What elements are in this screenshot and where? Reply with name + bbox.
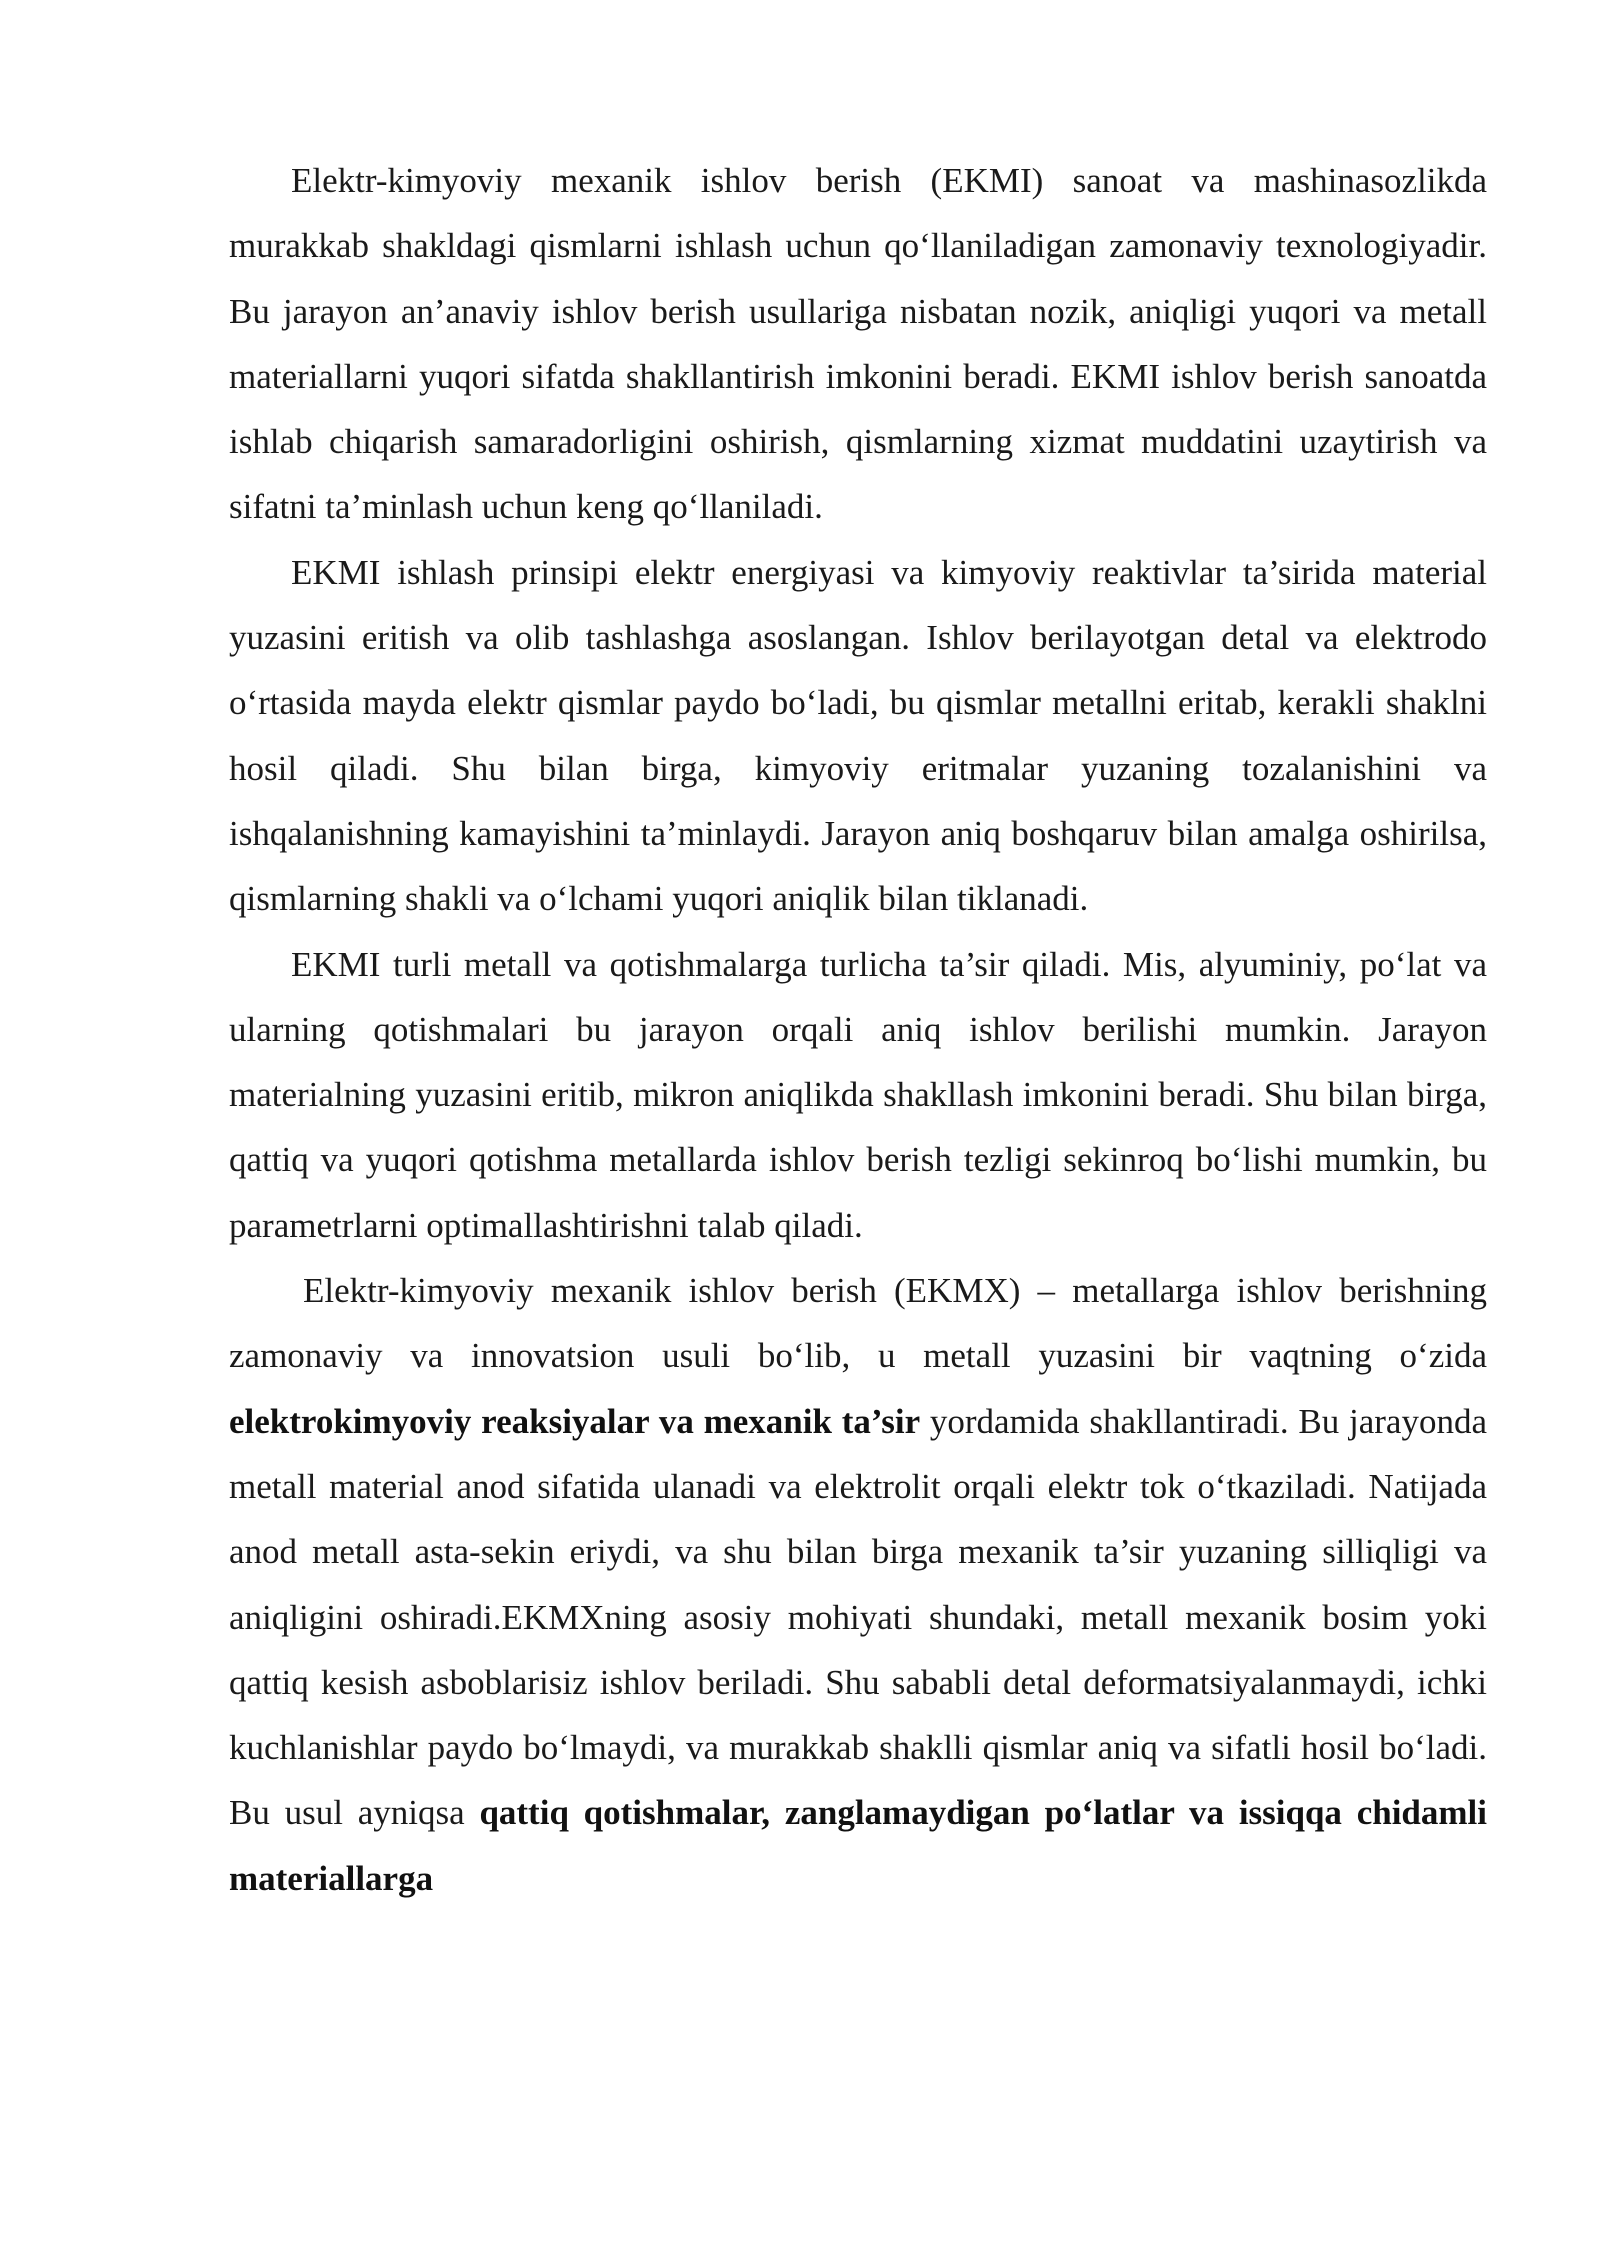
paragraph-3 xyxy=(229,932,1487,1258)
paragraph-4-bold-b: qattiq qotishmalar, zanglamaydigan po‘latlar va issiqqa chidamli materiallarga xyxy=(229,1793,1488,1898)
paragraph-1 xyxy=(229,148,1487,540)
paragraph-2 xyxy=(229,540,1487,932)
paragraph-4-text-b: yordamida shakllantiradi. Bu jarayonda metall material anod sifatida ulanadi va elektrolit orqali elektr tok o‘tkaziladi. Natijada anod metall asta-sekin eriydi, va shu bilan birga mexanik ta’sir yuzaning silliqligi va aniqligini oshiradi.EKMXning asosiy mohiyati shundaki, metall mexanik bosim yoki qattiq kesish asboblarisiz ishlov beriladi. Shu sababli detal deformatsiyalanmaydi, ichki kuchlanishlar paydo bo‘lmaydi, va murakkab shaklli qismlar aniq va sifatli hosil bo‘ladi. Bu usul ayniqsa xyxy=(229,1401,1487,1833)
paragraph-4-text-a: Elektr-kimyoviy mexanik ishlov berish (EKMX) – metallarga ishlov berishning zamonaviy va innovatsion usuli bo‘lib, u metall yuzasini bir vaqtning o‘zida xyxy=(229,1271,1487,1376)
paragraph-4 xyxy=(229,1258,1487,1911)
paragraph-2-text: EKMI ishlash prinsipi elektr energiyasi va kimyoviy reaktivlar ta’sirida material yuzasini eritish va olib tashlashga asoslangan. Ishlov berilayotgan detal va elektrodo o‘rtasida mayda elektr qismlar paydo bo‘ladi, bu qismlar metallni eritab, kerakli shaklni hosil qiladi. Shu bilan birga, kimyoviy eritmalar yuzaning tozalanishini va ishqalanishning kamayishini ta’minlaydi. Jarayon aniq boshqaruv bilan amalga oshirilsa, qismlarning shakli va o‘lchami yuqori aniqlik bilan tiklanadi. xyxy=(229,552,1487,919)
paragraph-4-bold-a: elektrokimyoviy reaksiyalar va mexanik ta’sir xyxy=(229,1401,921,1441)
document-body xyxy=(229,148,1487,1911)
paragraph-3-text: EKMI turli metall va qotishmalarga turlicha ta’sir qiladi. Mis, alyuminiy, po‘lat va ularning qotishmalari bu jarayon orqali aniq ishlov berilishi mumkin. Jarayon materialning yuzasini eritib, mikron aniqlikda shakllash imkonini beradi. Shu bilan birga, qattiq va yuqori qotishma metallarda ishlov berish tezligi sekinroq bo‘lishi mumkin, bu parametrlarni optimallashtirishni talab qiladi. xyxy=(229,944,1487,1245)
paragraph-1-text: Elektr-kimyoviy mexanik ishlov berish (EKMI) sanoat va mashinasozlikda murakkab shakldagi qismlarni ishlash uchun qo‘llaniladigan zamonaviy texnologiyadir. Bu jarayon an’anaviy ishlov berish usullariga nisbatan nozik, aniqligi yuqori va metall materiallarni yuqori sifatda shakllantirish imkonini beradi. EKMI ishlov berish sanoatda ishlab chiqarish samaradorligini oshirish, qismlarning xizmat muddatini uzaytirish va sifatni ta’minlash uchun keng qo‘llaniladi. xyxy=(229,161,1487,527)
